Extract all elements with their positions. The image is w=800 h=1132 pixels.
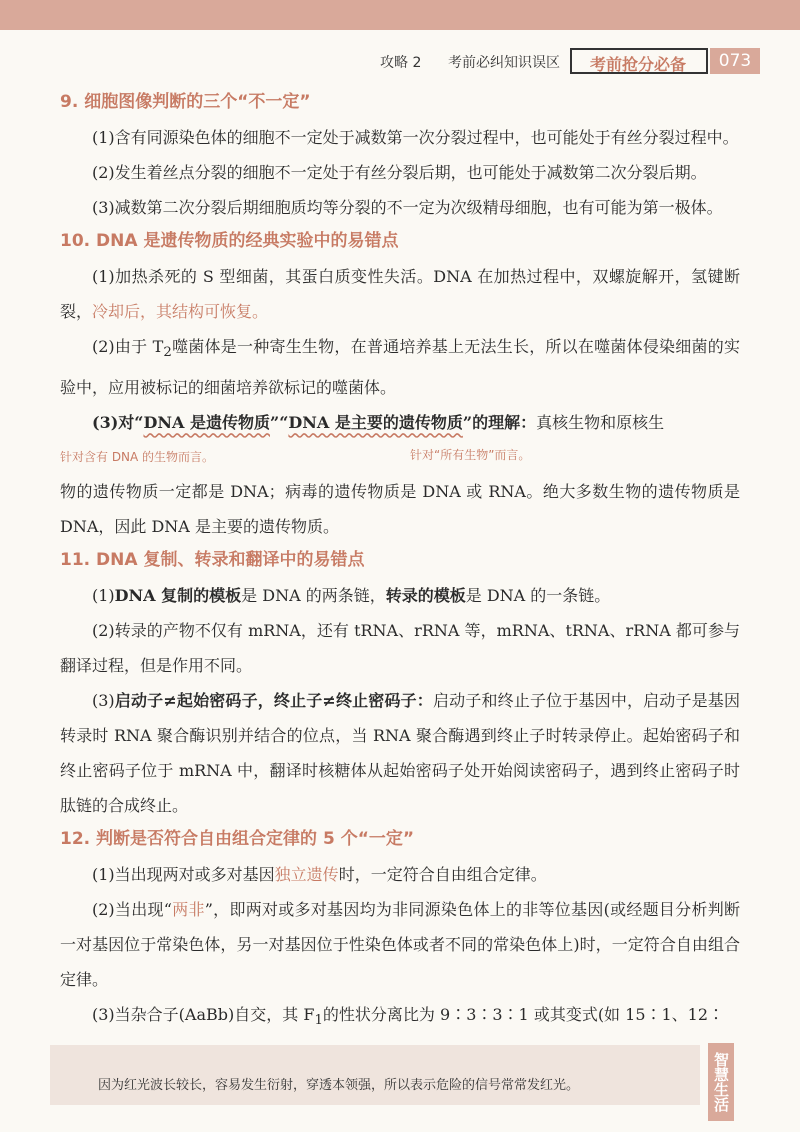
- page-number: 073: [710, 48, 760, 74]
- s11-para-2: (2)转录的产物不仅有 mRNA，还有 tRNA、rRNA 等，mRNA、tRNA、rRNA 都可参与翻译过程，但是作用不同。: [60, 621, 740, 676]
- side-tab-label: 智慧生活: [708, 1043, 734, 1121]
- s9-para-2: (2)发生着丝点分裂的细胞不一定处于有丝分裂后期，也可能处于减数第二次分裂后期。: [92, 163, 707, 182]
- section-tag: [570, 48, 708, 74]
- s12-para-2: (2)当出现“两非”，即两对或多对基因均为非同源染色体上的非等位基因(或经题目分析判断一对基因位于常染色体，另一对基因位于性染色体或者不同的常染色体上)时，一定符合自由组合定律。: [60, 900, 740, 990]
- s10-para-1: (1)加热杀死的 S 型细菌，其蛋白质变性失活。DNA 在加热过程中，双螺旋解开，氢键断裂，冷却后，其结构可恢复。: [60, 267, 740, 321]
- page-content: [60, 90, 740, 1038]
- chapter-number: 攻略 2: [380, 55, 422, 71]
- section-12-title: 12. 判断是否符合自由组合定律的 5 个“一定”: [60, 829, 415, 850]
- footer-tip: 因为红光波长较长，容易发生衍射，穿透本领强，所以表示危险的信号常常发红光。: [98, 1078, 580, 1093]
- s12-para-1: (1)当出现两对或多对基因独立遗传时，一定符合自由组合定律。: [92, 865, 547, 885]
- margin-note-2: 针对“所有生物”而言。: [410, 448, 531, 463]
- s10-para-2: (2)由于 $T_2$噬菌体是一种寄生生物，在普通培养基上无法生长，所以在噬菌体侵染细菌的实验中，应用被标记的细菌培养欲标记的噬菌体。: [60, 337, 740, 398]
- page-header: [0, 46, 800, 80]
- highlight-text: 冷却后，其结构可恢复。: [92, 302, 269, 321]
- section-tag-label: 考前抢分必备: [590, 55, 687, 74]
- s10-para-3: (3)对“DNA 是遗传物质”“DNA 是主要的遗传物质”的理解：真核生物和原核生: [92, 413, 665, 433]
- s9-para-3: (3)减数第二次分裂后期细胞质均等分裂的不一定为次级精母细胞，也有可能为第一极体。: [92, 198, 723, 217]
- margin-note-1: 针对含有 DNA 的生物而言。: [60, 450, 215, 465]
- s11-para-3: (3)启动子≠起始密码子，终止子≠终止密码子：启动子和终止子位于基因中，启动子是基因转录时 RNA 聚合酶识别并结合的位点，当 RNA 聚合酶遇到终止子时转录停止。起始密码子和终止密码子位于 mRNA 中，翻译时核糖体从起始密码子处开始阅读密码子，遇到终止密码子时肽链的合成终止。: [60, 691, 740, 816]
- section-10-title: 10. DNA 是遗传物质的经典实验中的易错点: [60, 231, 399, 251]
- wavy-term-1: DNA 是遗传物质: [143, 413, 270, 433]
- handwritten-notes: [60, 440, 740, 474]
- chapter-title: 考前必纠知识误区: [448, 55, 560, 71]
- top-color-band: [0, 0, 800, 30]
- s10-para-3-cont: 物的遗传物质一定都是 DNA；病毒的遗传物质是 DNA 或 RNA。绝大多数生物的遗传物质是 DNA，因此 DNA 是主要的遗传物质。: [60, 482, 740, 537]
- wavy-term-2: DNA 是主要的遗传物质: [288, 413, 463, 433]
- s11-para-1: (1)DNA 复制的模板是 DNA 的两条链，转录的模板是 DNA 的一条链。: [92, 586, 611, 606]
- section-9-title: 9. 细胞图像判断的三个“不一定”: [60, 92, 311, 112]
- s9-para-1: (1)含有同源染色体的细胞不一定处于减数第一次分裂过程中，也可能处于有丝分裂过程中。: [92, 128, 739, 147]
- section-11-title: 11. DNA 复制、转录和翻译中的易错点: [60, 550, 365, 571]
- s12-para-3: (3)当杂合子(AaBb)自交，其 $F_1$的性状分离比为 9∶3∶3∶1 或其变式(如 15∶1、12∶: [92, 1005, 725, 1029]
